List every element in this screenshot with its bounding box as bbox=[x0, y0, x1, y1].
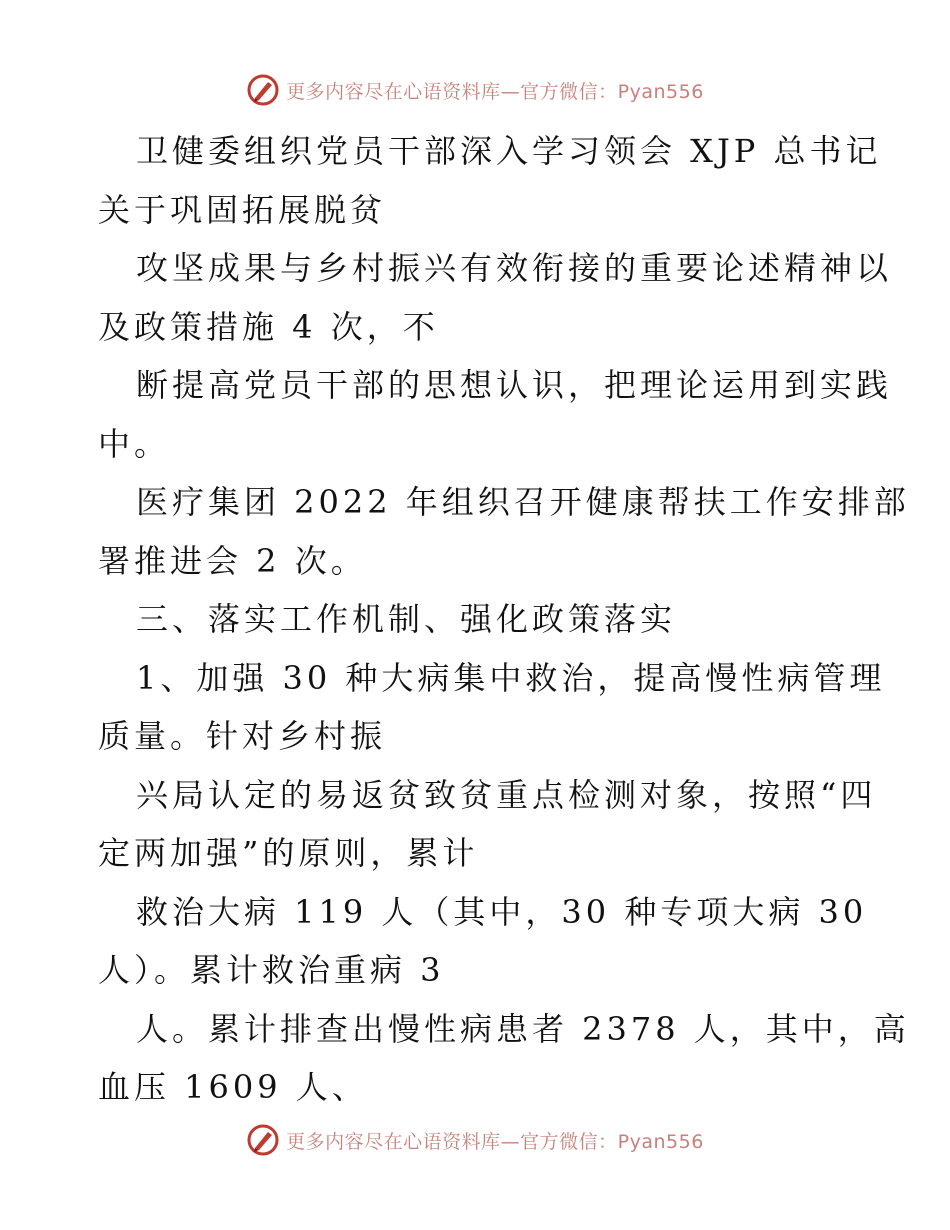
paragraph bbox=[98, 649, 886, 766]
paragraph bbox=[98, 356, 893, 473]
section-heading bbox=[98, 590, 858, 649]
paragraph-line: 血压 1609 人、 bbox=[98, 1068, 368, 1106]
paragraph-line: 人）。累计救治重病 3 bbox=[98, 951, 445, 989]
paragraph bbox=[98, 239, 893, 356]
paragraph bbox=[98, 883, 868, 1000]
header-banner-text: 更多内容尽在心语资料库—官方微信：Pyan556 bbox=[286, 80, 704, 103]
paragraph-line: 质量。针对乡村振 bbox=[98, 717, 387, 755]
paragraph-line: 及政策措施 4 次，不 bbox=[98, 307, 439, 346]
paragraph-line: 三、落实工作机制、强化政策落实 bbox=[136, 600, 677, 638]
paragraph bbox=[98, 766, 877, 883]
paragraph bbox=[98, 122, 882, 239]
footer-banner bbox=[0, 1120, 950, 1160]
paragraph-line: 1、加强 30 种大病集中救治，提高慢性病管理 bbox=[136, 658, 886, 697]
paragraph bbox=[98, 1000, 910, 1117]
paragraph-line: 攻坚成果与乡村振兴有效衔接的重要论述精神以 bbox=[136, 249, 893, 287]
paragraph-line: 定两加强”的原则，累计 bbox=[98, 834, 479, 872]
pen-circle-logo-icon bbox=[246, 73, 280, 107]
paragraph-line: 医疗集团 2022 年组织召开健康帮扶工作安排部 bbox=[136, 483, 910, 521]
paragraph bbox=[98, 473, 910, 590]
paragraph-line: 中。 bbox=[98, 424, 171, 463]
footer-banner-text: 更多内容尽在心语资料库—官方微信：Pyan556 bbox=[286, 1130, 704, 1153]
paragraph-line: 救治大病 119 人（其中，30 种专项大病 30 bbox=[136, 892, 868, 931]
paragraph-line: 卫健委组织党员干部深入学习领会 XJP 总书记 bbox=[136, 132, 882, 170]
paragraph-line: 署推进会 2 次。 bbox=[98, 541, 367, 580]
header-banner bbox=[0, 70, 950, 110]
paragraph-line: 关于巩固拓展脱贫 bbox=[98, 190, 387, 229]
pen-circle-logo-icon bbox=[246, 1123, 280, 1157]
document-body bbox=[98, 122, 910, 1117]
paragraph-line: 兴局认定的易返贫致贫重点检测对象，按照“四 bbox=[136, 775, 877, 814]
paragraph-line: 断提高党员干部的思想认识，把理论运用到实践 bbox=[136, 366, 893, 404]
paragraph-line: 人。累计排查出慢性病患者 2378 人，其中，高 bbox=[136, 1009, 910, 1048]
